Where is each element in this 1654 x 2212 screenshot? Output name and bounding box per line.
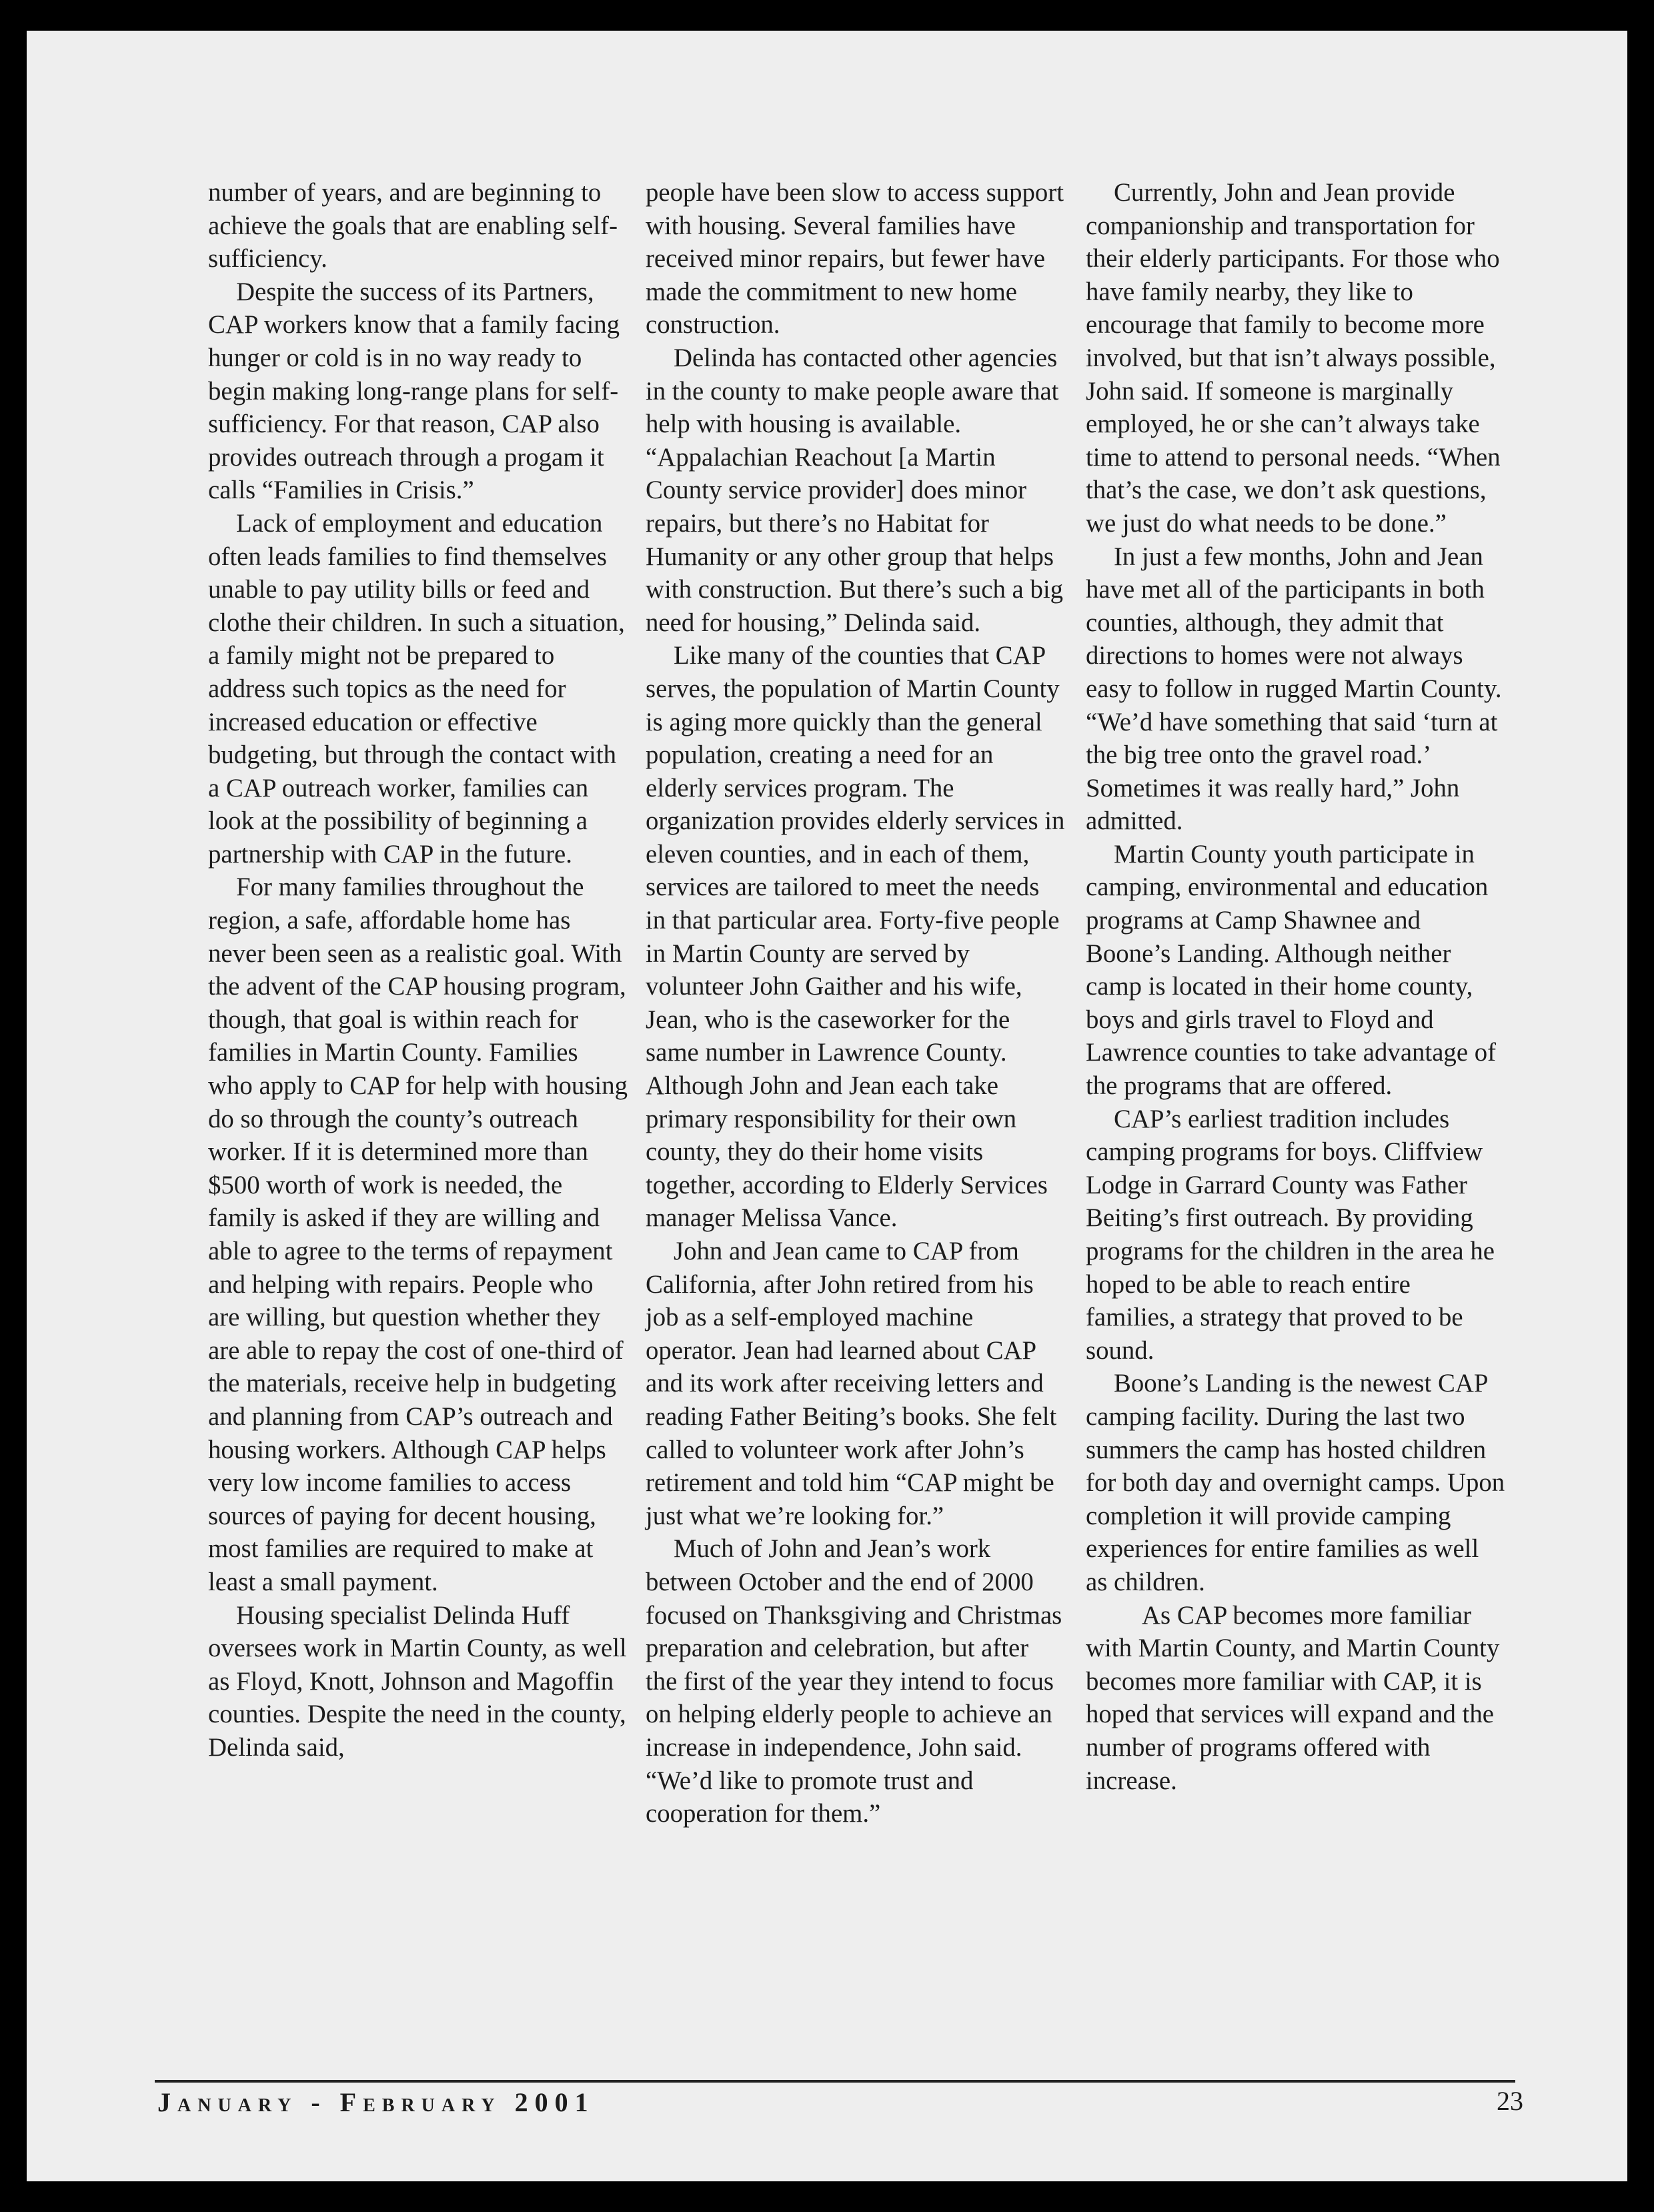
article-paragraph: Like many of the counties that CAP serves, the population of Martin County is aging more quickly than the general population, creating a need for an elderly services program. The organization provides elderly services in eleven counties, and in each of them, services are tailored to meet the needs in that particular area. Forty-five people in Martin County are served by volunteer John Gaither and his wife, Jean, who is the caseworker for the same number in Lawrence County. Although John and Jean each take primary responsibility for their own county, they do their home visits together, according to Elderly Services manager Melissa Vance. (646, 641, 1065, 1233)
article-paragraph: Currently, John and Jean provide companionship and transportation for their elderly participants. For those who have family nearby, they like to encourage that family to become more involved, but that isn’t always possible, John said. If someone is marginally employed, he or she can’t always take time to attend to personal needs. “When that’s the case, we don’t ask questions, we just do what needs to be done.” (1086, 178, 1501, 538)
article-column-3 (1086, 176, 1506, 1797)
article-paragraph: For many families throughout the region, a safe, affordable home has never been seen as a realistic goal. With the advent of the CAP housing program, though, that goal is within reach for families in Martin County. Families who apply to CAP for help with housing do so through the county’s outreach worker. If it is determined more than $500 worth of work is needed, the family is asked if they are willing and able to agree to the terms of repayment and helping with repairs. People who are willing, but question whether they are able to repay the cost of one-third of the materials, receive help in budgeting and planning from CAP’s outreach and housing workers. Although CAP helps very low income families to access sources of paying for decent housing, most families are required to make at least a small payment. (208, 873, 628, 1596)
article-paragraph: Martin County youth participate in camping, environmental and education programs at Camp Shawnee and Boone’s Landing. Although neither camp is located in their home county, boys and girls travel to Floyd and Lawrence counties to take advantage of the programs that are offered. (1086, 839, 1497, 1101)
article-paragraph: Despite the success of its Partners, CAP workers know that a family facing hunger or cold is in no way ready to begin making long-range plans for self-sufficiency. For that reason, CAP also provides outreach through a progam it calls “Families in Crisis.” (208, 277, 620, 505)
article-paragraph: John and Jean came to CAP from California, after John retired from his job as a self-employed machine operator. Jean had learned about CAP and its work after receiving letters and reading Father Beiting’s books. She felt called to volunteer work after John’s retirement and told him “CAP might be just what we’re looking for.” (646, 1237, 1057, 1530)
article-paragraph: As CAP becomes more familiar with Martin County, and Martin County becomes more familiar with CAP, it is hoped that services will expand and the number of programs offered with increase. (1086, 1600, 1500, 1795)
article-paragraph: CAP’s earliest tradition includes camping programs for boys. Cliffview Lodge in Garrard County was Father Beiting’s first outreach. By providing programs for the children in the area he hoped to be able to reach entire families, a strategy that proved to be sound. (1086, 1104, 1495, 1365)
footer-issue-date: January - February 2001 (157, 2087, 595, 2117)
article-paragraph: Delinda has contacted other agencies in the county to make people aware that help with housing is available. “Appalachian Reachout [a Martin County service provider] does minor repairs, but there’s no Habitat for Humanity or any other group that helps with construction. But there’s such a big need for housing,” Delinda said. (646, 343, 1064, 637)
article-column-1 (208, 176, 628, 1764)
article-column-2 (646, 176, 1066, 1830)
article-paragraph: In just a few months, John and Jean have met all of the participants in both counties, although, they admit that directions to homes were not always easy to follow in rugged Martin County. “We’d have something that said ‘turn at the big tree onto the gravel road.’ Sometimes it was really hard,” John admitted. (1086, 542, 1502, 836)
magazine-page (27, 31, 1627, 2181)
article-paragraph: number of years, and are beginning to achieve the goals that are enabling self-sufficiency. (208, 178, 618, 273)
article-paragraph: Housing specialist Delinda Huff oversees work in Martin County, as well as Floyd, Knott, Johnson and Magoffin counties. Despite the need in the county, Delinda said, (208, 1600, 627, 1762)
article-paragraph: people have been slow to access support with housing. Several families have received minor repairs, but fewer have made the commitment to new home construction. (646, 178, 1064, 340)
article-paragraph: Boone’s Landing is the newest CAP camping facility. During the last two summers the camp has hosted children for both day and overnight camps. Upon completion it will provide camping experiences for entire families as well as children. (1086, 1369, 1505, 1596)
article-paragraph: Lack of employment and education often leads families to find themselves unable to pay utility bills or feed and clothe their children. In such a situation, a family might not be prepared to address such topics as the need for increased education or effective budgeting, but through the contact with a CAP outreach worker, families can look at the possibility of beginning a partnership with CAP in the future. (208, 508, 625, 869)
article-paragraph: Much of John and Jean’s work between October and the end of 2000 focused on Thanksgiving and Christmas preparation and celebration, but after the first of the year they intend to focus on helping elderly people to achieve an increase in independence, John said. “We’d like to promote trust and cooperation for them.” (646, 1534, 1062, 1828)
footer-divider (155, 2080, 1515, 2083)
page-number: 23 (1497, 2086, 1523, 2116)
